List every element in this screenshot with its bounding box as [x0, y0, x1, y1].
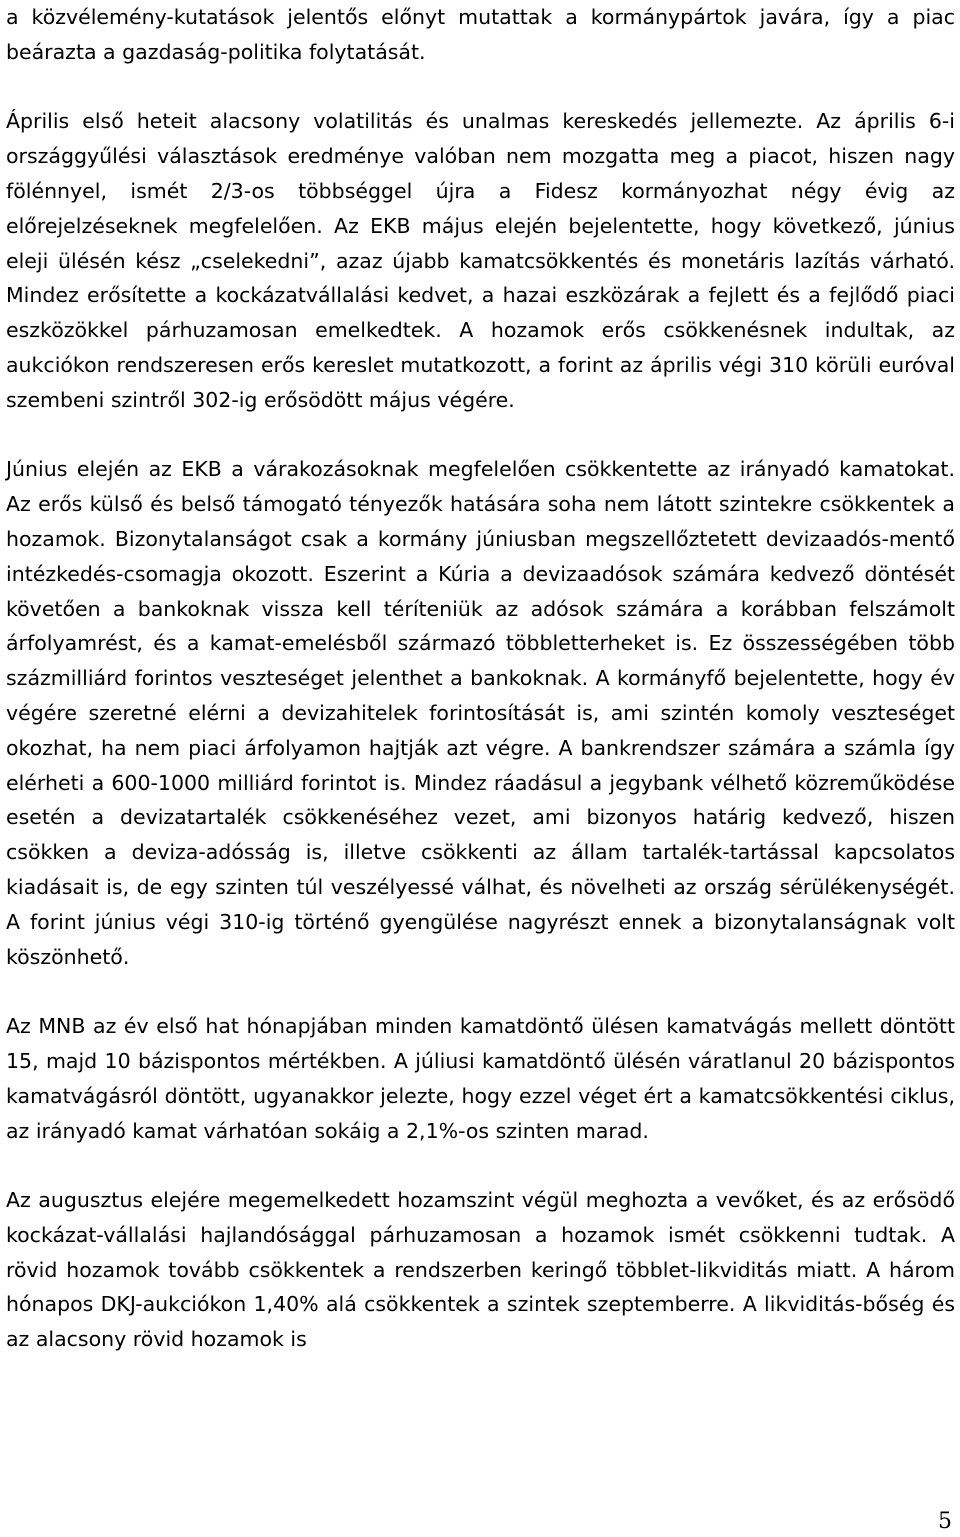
paragraph-5: Az augusztus elejére megemelkedett hozamszint végül meghozta a vevőket, és az erősödő kockázat-vállalási hajlandósággal párhuzamosan a hozamok ismét csökkenni tudtak. A rövid hozamok tovább csökkentek a rendszerben keringő többlet-likviditás miatt. A három hónapos DKJ-aukciókon 1,40% alá csökkentek a szintek szeptemberre. A likviditás-bőség és az alacsony rövid hozamok is — [6, 1188, 955, 1352]
page-number: 5 — [938, 1509, 952, 1534]
document-body — [6, 0, 955, 1357]
paragraph-gap — [6, 974, 955, 1009]
paragraph-gap — [6, 70, 955, 105]
paragraph-gap — [6, 1148, 955, 1183]
paragraph-gap — [6, 418, 955, 453]
paragraph-2: Április első heteit alacsony volatilitás és unalmas kereskedés jellemezte. Az április 6-i országgyűlési választások eredménye valóban nem mozgatta meg a piacot, hiszen nagy fölénnyel, ismét 2/3-os többséggel újra a Fidesz kormányozhat négy évig az előrejelzéseknek megfelelően. Az EKB május elején bejelentette, hogy következő, június eleji ülésén kész „cselekedni”, azaz újabb kamatcsökkentés és monetáris lazítás várható. Mindez erősítette a kockázatvállalási kedvet, a hazai eszközárak a fejlett és a fejlődő piaci eszközökkel párhuzamosan emelkedtek. A hozamok erős csökkenésnek indultak, az aukciókon rendszeresen erős kereslet mutatkozott, a forint az április végi 310 körüli euróval szembeni szintről 302-ig erősödött május végére. — [6, 109, 955, 412]
paragraph-3: Június elején az EKB a várakozásoknak megfelelően csökkentette az irányadó kamatokat. Az erős külső és belső támogató tényezők hatására soha nem látott szintekre csökkentek a hozamok. Bizonytalanságot csak a kormány júniusban megszellőztetett devizaadós-mentő intézkedés-csomagja okozott. Eszerint a Kúria a devizaadósok számára kedvező döntését követően a bankoknak vissza kell téríteniük az adósok számára a korábban felszámolt árfolyamrést, és a kamat-emelésből származó többletterheket is. Ez összességében több százmilliárd forintos veszteséget jelenthet a bankoknak. A kormányfő bejelentette, hogy év végére szeretné elérni a devizahitelek forintosítását is, ami szintén komoly veszteséget okozhat, ha nem piaci árfolyamon hajtják azt végre. A bankrendszer számára a számla így elérheti a 600-1000 milliárd forintot is. Mindez ráadásul a jegybank vélhető közreműködése esetén a devizatartalék csökkenéséhez vezet, ami bizonyos határig kedvező, hiszen csökken a deviza-adósság is, illetve csökkenti az állam tartalék-tartással kapcsolatos kiadásait is, de egy szinten túl veszélyessé válhat, és növelheti az ország sérülékenységét. A forint június végi 310-ig történő gyengülése nagyrészt ennek a bizonytalanságnak volt köszönhető. — [6, 457, 955, 969]
paragraph-1: a közvélemény-kutatások jelentős előnyt mutattak a kormánypártok javára, így a piac beárazta a gazdaság-politika folytatását. — [6, 5, 955, 64]
paragraph-4: Az MNB az év első hat hónapjában minden kamatdöntő ülésen kamatvágás mellett döntött 15, majd 10 bázispontos mértékben. A júliusi kamatdöntő ülésén váratlanul 20 bázispontos kamatvágásról döntött, ugyanakkor jelezte, hogy ezzel véget ért a kamatcsökkentési ciklus, az irányadó kamat várhatóan sokáig a 2,1%-os szinten marad. — [6, 1014, 955, 1143]
